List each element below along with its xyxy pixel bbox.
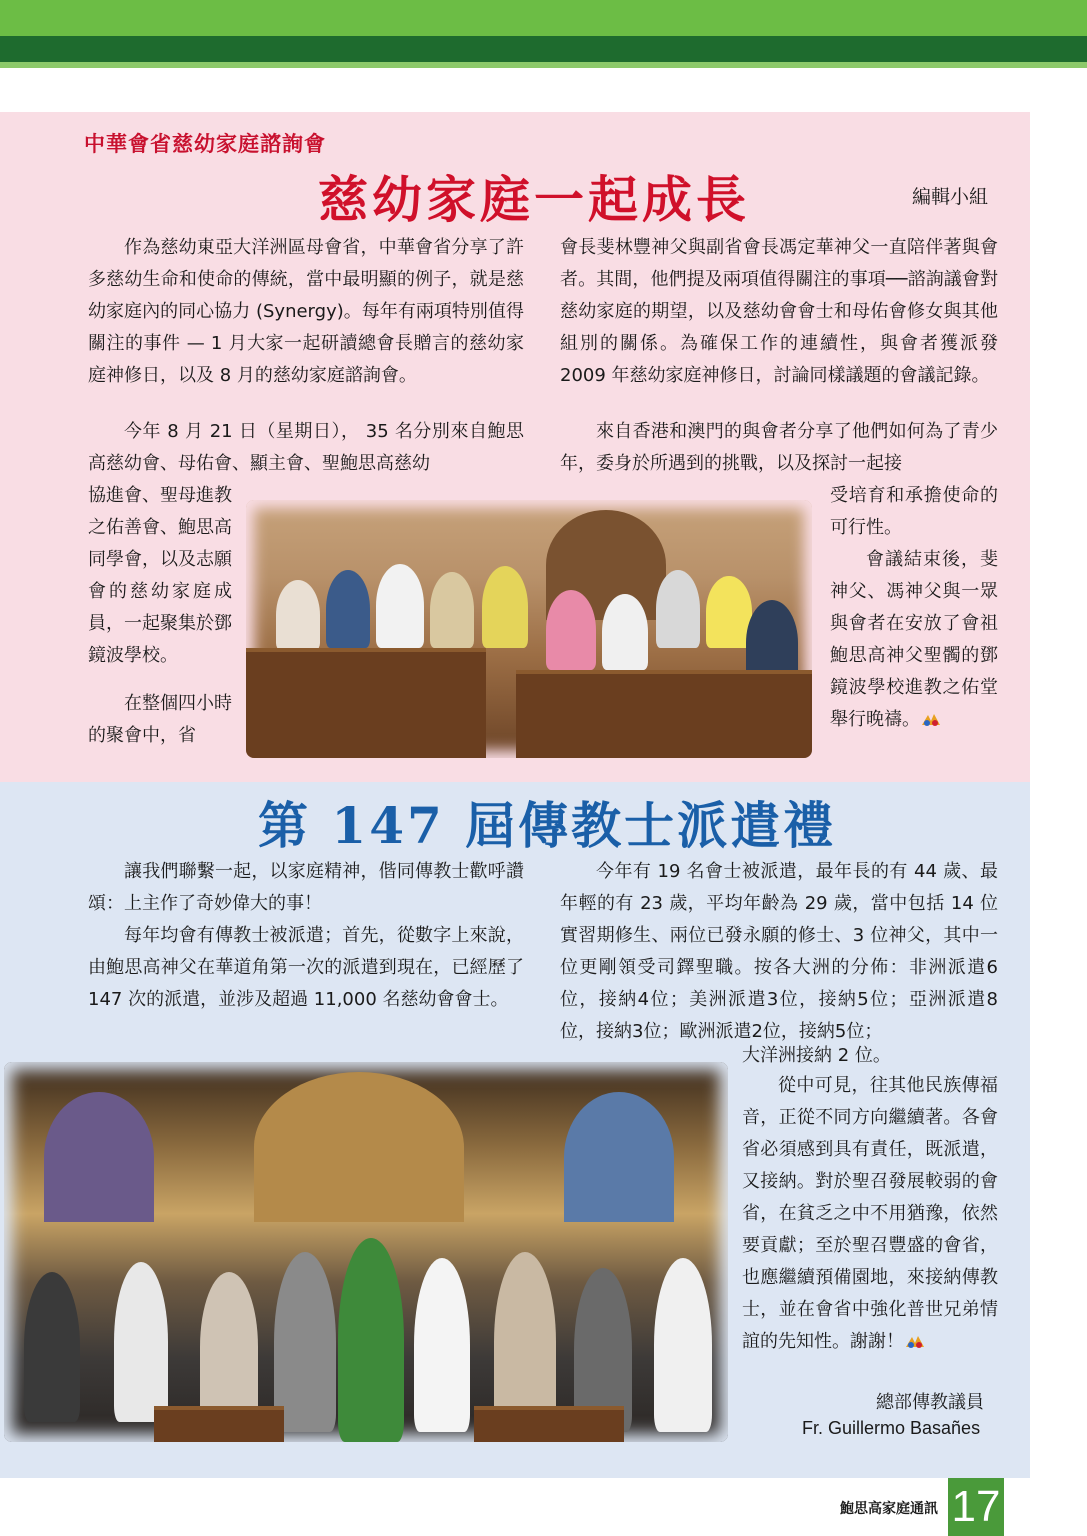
photo-person xyxy=(706,576,752,648)
article-1-kicker: 中華會省慈幼家庭諮詢會 xyxy=(84,132,326,156)
photo-person xyxy=(414,1258,470,1432)
photo-pew xyxy=(154,1406,284,1442)
article-1-byline: 編輯小組 xyxy=(912,186,989,208)
article-1-title: 慈幼家庭一起成長 xyxy=(318,170,750,229)
photo-window xyxy=(44,1092,154,1222)
article-2-paragraph: 每年均會有傳教士被派遣；首先，從數字上來說，由鮑思高神父在華道角第一次的派遣到現在，已經歷了 147 次的派遣，並涉及超過 11,000 名慈幼會會士。 xyxy=(88,925,524,1010)
article-2-closing-text: 從中可見，往其他民族傳福音，正從不同方向繼續著。各會省必須感到具有責任，既派遣，又接納。對於聖召發展較弱的會省，在貧乏之中不用猶豫，依然要貢獻；至於聖召豐盛的會省，也應繼續預備園地，來接納傳教士，並在會省中強化普世兄弟情誼的先知性。謝謝！ xyxy=(742,1075,998,1352)
article-1-paragraph: 受培育和承擔使命的可行性。 xyxy=(830,485,998,538)
photo-person xyxy=(654,1258,712,1432)
photo-person xyxy=(482,566,528,648)
photo-person xyxy=(656,570,700,648)
end-mark-icon xyxy=(920,711,942,729)
photo-person xyxy=(602,594,648,670)
article-1-paragraph xyxy=(830,544,998,736)
article-2-paragraph: 讓我們聯繫一起，以家庭精神，偕同傳教士歡呼讚頌：上主作了奇妙偉大的事！ xyxy=(88,861,524,914)
signoff-role: 總部傳教議員 xyxy=(876,1392,984,1413)
photo-person xyxy=(114,1262,168,1422)
right-margin xyxy=(1030,112,1087,1536)
header-band-light xyxy=(0,62,1087,68)
photo-person xyxy=(24,1272,80,1422)
publication-name: 鮑思高家庭通訊 xyxy=(840,1501,938,1517)
photo-window xyxy=(564,1092,674,1222)
end-mark-icon xyxy=(904,1333,926,1351)
header-band-dark xyxy=(0,36,1087,62)
photo-person xyxy=(326,570,370,648)
photo-person xyxy=(276,580,320,650)
article-1-paragraph: 會長斐林豐神父與副省會長馮定華神父一直陪伴著與會者。其間，他們提及兩項值得關注的事項──諮詢議會對慈幼家庭的期望，以及慈幼會會士和母佑會修女與其他組別的關係。為確保工作的連續性，與會者獲派發 2009 年慈幼家庭神修日，討論同樣議題的會議記錄。 xyxy=(560,237,998,386)
photo-person xyxy=(430,572,474,648)
signoff-name: Fr. Guillermo Basañes xyxy=(802,1418,981,1438)
article-1-paragraph: 在整個四小時的聚會中，省 xyxy=(88,693,232,746)
header-band xyxy=(0,0,1087,36)
photo-pew xyxy=(246,648,486,758)
group-photo-chapel xyxy=(246,500,812,758)
article-2-paragraph: 今年有 19 名會士被派遣，最年長的有 44 歲、最年輕的有 23 歲，平均年齡為 29 歲，當中包括 14 位實習期修生、兩位已發永願的修士、3 位神父，其中一位更剛領受司鐸聖職。按各大洲的分佈：非洲派遣6位，接納4位；美洲派遣3位，接納5位；亞洲派遣8位，接納3位；歐洲派遣2位，接納5位； xyxy=(560,861,998,1042)
article-1-closing-text: 會議結束後，斐神父、馮神父與一眾與會者在安放了會祖鮑思高神父聖髑的鄧鏡波學校進教之佑堂舉行晚禱。 xyxy=(830,549,998,730)
article-1-paragraph: 來自香港和澳門的與會者分享了他們如何為了青少年，委身於所遇到的挑戰，以及探討一起接 xyxy=(560,421,998,474)
photo-arch xyxy=(254,1072,464,1222)
article-1-paragraph: 作為慈幼東亞大洋洲區母會省，中華會省分享了許多慈幼生命和使命的傳統，當中最明顯的例子，就是慈幼家庭內的同心協力 (Synergy)。每年有兩項特別值得關注的事件 — 1 月大家一起研讀總會長贈言的慈幼家庭神修日，以及 8 月的慈幼家庭諮詢會。 xyxy=(88,237,524,386)
photo-person xyxy=(546,590,596,670)
photo-person xyxy=(274,1252,336,1432)
photo-person xyxy=(338,1238,404,1442)
page-number: 17 xyxy=(948,1478,1004,1536)
photo-person xyxy=(200,1272,258,1422)
article-2-title: 第 147 屆傳教士派遣禮 xyxy=(258,796,837,855)
photo-person xyxy=(494,1252,556,1432)
article-1-paragraph: 今年 8 月 21 日（星期日）， 35 名分別來自鮑思高慈幼會、母佑會、顯主會、聖鮑思高慈幼 xyxy=(88,421,524,474)
photo-pew xyxy=(474,1406,624,1442)
article-2-paragraph xyxy=(742,1070,998,1358)
photo-person xyxy=(376,564,424,648)
photo-pew xyxy=(516,670,812,758)
article-1-paragraph: 協進會、聖母進教之佑善會、鮑思高同學會，以及志願會的慈幼家庭成員，一起聚集於鄧鏡波學校。 xyxy=(88,485,232,666)
article-2-paragraph: 大洋洲接納 2 位。 xyxy=(742,1045,891,1066)
group-photo-basilica xyxy=(4,1062,728,1442)
